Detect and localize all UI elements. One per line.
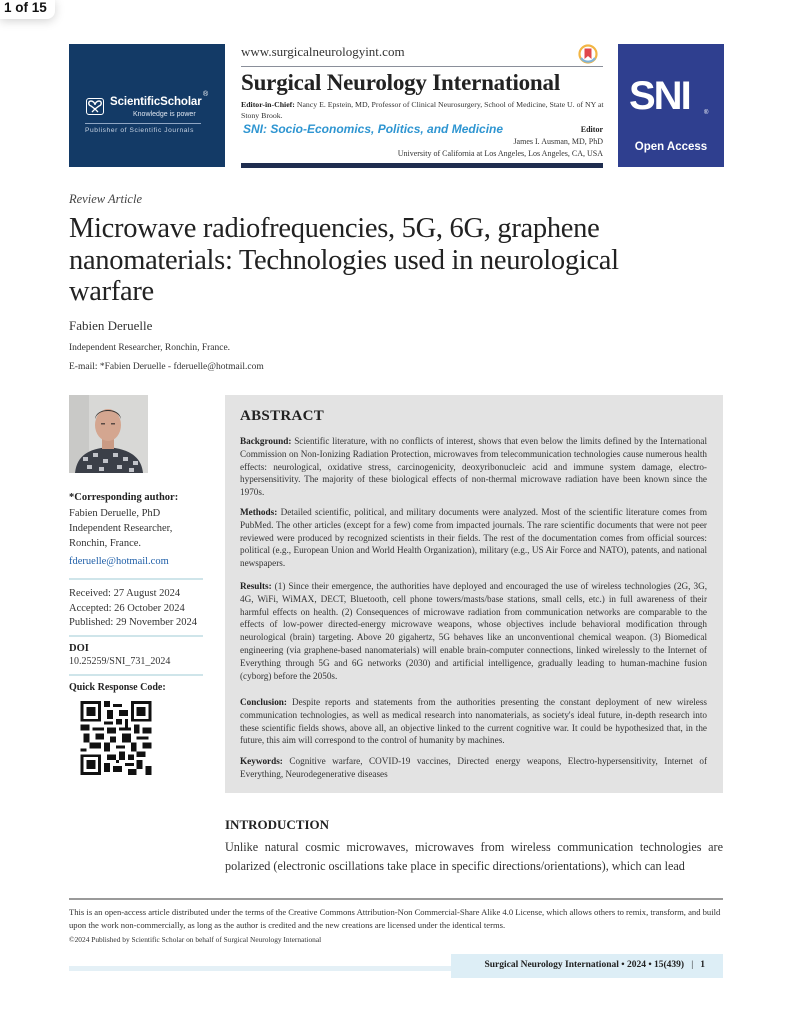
corresponding-author-place: Ronchin, France. (69, 538, 142, 549)
introduction-heading: INTRODUCTION (225, 817, 330, 832)
author-email-line: E-mail: *Fabien Deruelle - fderuelle@hotmail.com (69, 362, 264, 372)
editor-label: Editor (580, 125, 603, 134)
abstract-box (225, 395, 723, 793)
abstract-label: Conclusion: (240, 697, 287, 707)
editor-in-chief (241, 99, 611, 121)
abstract-keywords (240, 755, 707, 781)
journal-section-title: SNI: Socio-Economics, Politics, and Medicine (243, 122, 504, 136)
accepted-date: Accepted: 26 October 2024 (69, 602, 185, 614)
sidebar-divider (69, 578, 203, 580)
publisher-tagline: Knowledge is power (133, 111, 196, 118)
header-divider (241, 66, 603, 67)
article-dates (69, 587, 197, 631)
introduction-text: Unlike natural cosmic microwaves, microwaves from wireless communication technologies are polarized (electronic oscillations take place in specific directions/orientations), which can lead (225, 840, 723, 873)
doi-link[interactable]: 10.25259/SNI_731_2024 (69, 656, 171, 667)
abstract-text: Detailed scientific, political, and military documents were analyzed. Most of the scientific literature comes from PubMed. The other articles (except for a few) come from impacted journals. The rare scientific documents that were not peer reviewed were produced by recognized scientists in their fields. The rest of the documentation comes from official sources: political (e.g., European Union and World Health Organization), military (e.g., US Air Force and NATO), patents, and national newspapers. (240, 507, 708, 569)
editor-name: James I. Ausman, MD, PhD (513, 137, 603, 146)
doi-label: DOI (69, 643, 89, 654)
author-photo (69, 395, 148, 473)
citation-separator: | (691, 960, 694, 970)
author-name: Fabien Deruelle (69, 318, 153, 333)
publisher-logo-block (69, 44, 225, 167)
publisher-name: ScientificScholar (110, 96, 202, 108)
editor-affiliation: University of California at Los Angeles, Los Angeles, CA, USA (397, 149, 603, 158)
qr-code[interactable] (80, 701, 152, 775)
abstract-heading: ABSTRACT (240, 408, 325, 424)
page-counter: 1 of 15 (0, 0, 55, 19)
registered-mark: ® (203, 91, 209, 98)
corresponding-author-label: *Corresponding author: (69, 492, 179, 503)
scientific-scholar-logo-icon (86, 98, 104, 115)
citation-text: Surgical Neurology International • 2024 • 15(439) (484, 960, 685, 970)
abstract-methods (240, 506, 707, 570)
qr-code-label: Quick Response Code: (69, 682, 166, 693)
abstract-label: Keywords: (240, 756, 283, 766)
sidebar-divider (69, 635, 203, 637)
publisher-divider (85, 123, 201, 124)
sidebar-divider (69, 674, 203, 676)
sni-open-access-badge (618, 44, 724, 167)
corresponding-author-name: Fabien Deruelle, PhD (69, 508, 161, 519)
received-date: Received: 27 August 2024 (69, 588, 181, 599)
abstract-label: Methods: (240, 507, 278, 517)
footer-divider (69, 898, 723, 900)
copyright-text: ©2024 Published by Scientific Scholar on behalf of Surgical Neurology International (69, 935, 322, 944)
journal-title: Surgical Neurology International (241, 70, 561, 95)
abstract-text: (1) Since their emergence, the authorities have deployed and encouraged the use of wireless technologies (2G, 3G, 4G, WiFi, WiMAX, DECT, Bluetooth, cell phone towers/masts/base stations, small cells, etc.) in full awareness of their harmful effects on health. (2) Consequences of microwave radiation from communication networks are comparable to the effects of low-power directed-energy microwave weapons, whose objectives include behavioral modification through neurological (brain) targeting. Above 20 gigahertz, 5G behaves like an unconventional chemical weapon. (3) Biomedical engineering (via graphene-based nanomaterials) will enable brain-computer connections, linked wirelessly to the Internet of Everything through 5G and 6G networks (2030) and artificial intelligence, gradually leading to human-machine fusion (cyborg) before the 2050s. (240, 581, 707, 681)
footer-citation (484, 960, 705, 970)
abstract-background (240, 435, 707, 499)
license-text: This is an open-access article distributed under the terms of the Creative Commons Attribution-Non Commercial-Share Alike 4.0 License, which allows others to remix, transform, and build upon the work non-commercially, as long as the author is credited and the new creations are licensed under the identical terms. (69, 907, 721, 930)
published-date: Published: 29 November 2024 (69, 617, 198, 628)
header-bar (241, 163, 603, 168)
abstract-label: Background: (240, 436, 292, 446)
editor-in-chief-label: Editor-in-Chief: (241, 100, 295, 109)
footer-citation-box (451, 954, 723, 978)
open-access-label: Open Access (634, 141, 708, 153)
page-number: 1 (700, 960, 705, 970)
corresponding-author-org: Independent Researcher, (69, 523, 173, 534)
editor-in-chief-text: Nancy E. Epstein, MD, Professor of Clinical Neurosurgery, School of Medicine, State U. of NY at Stony Brook. (241, 100, 604, 120)
footer-band (69, 966, 451, 971)
article-title: Microwave radiofrequencies, 5G, 6G, graphene nanomaterials: Technologies used in neurological warfare (69, 213, 619, 307)
sni-logo-text: SNI (629, 74, 690, 118)
journal-url-link[interactable]: www.surgicalneurologyint.com (241, 44, 405, 59)
bookmark-badge-icon (578, 44, 598, 64)
corresponding-author-details (69, 506, 172, 551)
abstract-text: Cognitive warfare, COVID-19 vaccines, Directed energy weapons, Electro-hypersensitivity, Internet of Everything, Neurodegenerative diseases (240, 756, 708, 779)
abstract-conclusion (240, 696, 707, 747)
sni-registered-mark: ® (704, 110, 709, 116)
abstract-results (240, 580, 707, 682)
abstract-label: Results: (240, 581, 272, 591)
corresponding-email-link[interactable]: fderuelle@hotmail.com (69, 556, 169, 567)
author-affiliation: Independent Researcher, Ronchin, France. (69, 343, 231, 353)
abstract-text: Scientific literature, with no conflicts of interest, shows that even below the limits defined by the International Commission on Non-Ionizing Radiation Protection, microwaves from telecommunication technologies cause numerous health effects: neurological, oxidative stress, carcinogenicity, deoxyribonucleic acid and immune system damage, electro-hypersensitivity. The majority of these biological effects of non-thermal microwave radiation have been known since the 1970s. (240, 436, 707, 498)
article-type: Review Article (69, 192, 143, 206)
abstract-text: Despite reports and statements from the authorities presenting the constant deployment of new wireless communication technologies, as well as medical research into nanomaterials, as society's ideal future, in-depth research into these scientific fields shows, above all, an objective linked to the current cognitive war. It could be hypothesized that, in the future, this aim will correspond to the control of humanity by machines. (240, 697, 707, 746)
publisher-subtitle: Publisher of Scientific Journals (85, 127, 194, 134)
